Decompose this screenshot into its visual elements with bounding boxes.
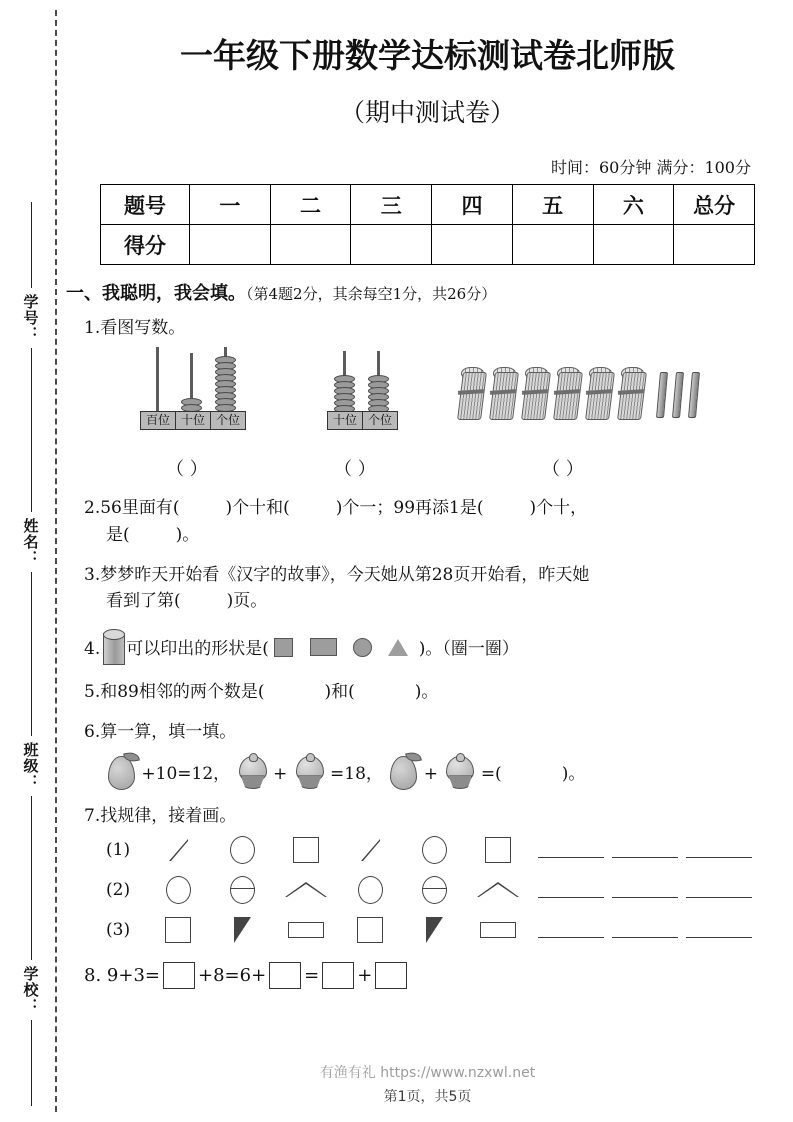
- answer-paren-1[interactable]: （ ）: [166, 459, 208, 481]
- score-table-col-5: 五: [512, 185, 593, 225]
- pattern-item-square: [466, 837, 530, 863]
- answer-box[interactable]: [163, 962, 195, 989]
- place-label-hundreds: 百位: [141, 412, 176, 429]
- circle-shape-option[interactable]: [353, 638, 372, 657]
- pattern-answer-blank[interactable]: [612, 841, 678, 858]
- peach-icon: [293, 753, 325, 789]
- place-label-ones: 个位: [215, 413, 240, 428]
- stick-bundle: [460, 367, 482, 419]
- question-7: [62, 803, 793, 829]
- margin-field-student-id: [14, 196, 48, 440]
- pattern-item-triangle-flat: [274, 882, 338, 897]
- question-6-eq2-op1: +: [272, 764, 288, 785]
- pattern-item-circle-with-line: [402, 876, 466, 904]
- question-8-number: 8.: [84, 965, 102, 987]
- question-8-part-1: 9+3=: [106, 965, 160, 987]
- write-line: [31, 1020, 32, 1106]
- score-cell-total[interactable]: [674, 225, 755, 265]
- peach-icon: [443, 753, 475, 789]
- pattern-answer-blank[interactable]: [686, 881, 752, 898]
- score-table-row-header-score: 得分: [101, 225, 190, 265]
- square-shape-option[interactable]: [274, 638, 293, 657]
- question-2-text-d: )个十，: [529, 498, 588, 519]
- question-6-equations: [62, 745, 793, 789]
- pattern-item-square: [338, 917, 402, 943]
- pattern-item-square: [274, 837, 338, 863]
- pattern-item-rectangle: [274, 922, 338, 938]
- question-6-eq3-op2: =(: [480, 764, 502, 785]
- question-4-text-a: 可以印出的形状是(: [126, 638, 269, 659]
- abacus-rod-hundreds: [156, 347, 159, 411]
- pattern-item-rectangle: [466, 922, 530, 938]
- score-cell-5[interactable]: [512, 225, 593, 265]
- pattern-item-triangle-flat: [466, 882, 530, 897]
- pattern-item-circle: [402, 836, 466, 864]
- question-2-number: 2.: [84, 498, 101, 519]
- place-label-tens: 十位: [328, 412, 363, 429]
- question-2-text-f: )。: [175, 524, 200, 545]
- question-5-text-a: 和89相邻的两个数是(: [100, 681, 265, 702]
- score-table: [100, 184, 755, 265]
- question-5-text-b: )和(: [324, 681, 355, 702]
- stick-bundle: [556, 367, 578, 419]
- question-2-text-a: 56里面有(: [100, 498, 180, 519]
- question-5: [62, 679, 793, 705]
- write-line: [31, 650, 32, 736]
- answer-box[interactable]: [375, 962, 407, 989]
- question-7-row-3: [62, 910, 793, 950]
- cylinder-icon: [103, 629, 123, 665]
- section-points: （第4题2分，其余每空1分，共26分）: [246, 285, 497, 303]
- abacus-place-labels: [327, 411, 398, 430]
- watermark-text: 有渔有礼 https://www.nzxwl.net: [319, 1065, 536, 1081]
- pattern-answer-blank[interactable]: [538, 881, 604, 898]
- section-title: 我聪明，我会填。: [102, 283, 246, 304]
- page-footer: [62, 1062, 793, 1106]
- pattern-item-triangle-slant: [210, 917, 274, 943]
- pear-icon: [388, 751, 418, 789]
- pattern-item-circle: [338, 876, 402, 904]
- question-1-answer-blanks: [62, 455, 793, 481]
- single-stick: [688, 372, 700, 418]
- pattern-answer-blank[interactable]: [612, 881, 678, 898]
- score-table-row-header: 题号: [101, 185, 190, 225]
- question-5-number: 5.: [84, 681, 101, 702]
- question-7-number: 7.: [84, 806, 101, 827]
- pattern-item-triangle-right: [338, 839, 402, 861]
- score-cell-6[interactable]: [593, 225, 674, 265]
- question-1-figures: [62, 347, 793, 455]
- section-number: 一、: [66, 283, 102, 304]
- question-6-eq2-op2: =18，: [330, 764, 383, 785]
- score-cell-3[interactable]: [351, 225, 432, 265]
- question-8-part-3: =: [304, 965, 320, 987]
- score-table-col-2: 二: [270, 185, 351, 225]
- margin-field-name: [14, 420, 48, 664]
- question-6-text: 算一算，填一填。: [100, 722, 237, 743]
- pattern-answer-blank[interactable]: [686, 921, 752, 938]
- pattern-answer-blank[interactable]: [686, 841, 752, 858]
- pear-icon: [106, 751, 136, 789]
- write-line: [31, 874, 32, 960]
- peach-icon: [236, 753, 268, 789]
- abacus-place-labels: [140, 411, 246, 430]
- question-3-text: 梦梦昨天开始看《汉字的故事》，今天她从第28页开始看，昨天她: [100, 565, 590, 586]
- triangle-shape-option[interactable]: [388, 639, 408, 656]
- place-label-ones: 个位: [367, 413, 392, 428]
- margin-label-school: 学校：: [21, 966, 40, 1014]
- question-3-line-2: [62, 588, 793, 614]
- margin-field-school: [14, 868, 48, 1112]
- place-label-tens: 十位: [176, 412, 211, 429]
- question-4: [62, 629, 793, 665]
- score-cell-2[interactable]: [270, 225, 351, 265]
- single-stick: [656, 372, 668, 418]
- single-stick: [672, 372, 684, 418]
- pattern-item-triangle-slant: [402, 917, 466, 943]
- question-3-text-c: )页。: [226, 591, 268, 612]
- table-row-scores: [101, 225, 755, 265]
- pattern-row-2-label: (2): [106, 879, 131, 900]
- answer-paren-3[interactable]: （ ）: [542, 459, 584, 481]
- question-7-row-1: [62, 830, 793, 870]
- question-6-number: 6.: [84, 722, 101, 743]
- pattern-row-1-label: (1): [106, 839, 131, 860]
- pattern-item-circle: [210, 836, 274, 864]
- question-3-number: 3.: [84, 565, 101, 586]
- question-7-text: 找规律，接着画。: [100, 806, 237, 827]
- score-table-col-1: 一: [190, 185, 271, 225]
- pattern-row-3-label: (3): [106, 919, 131, 940]
- question-2-line-2: [62, 522, 793, 548]
- question-8: [62, 956, 793, 996]
- question-4-text-b: )。（圈一圈）: [418, 638, 519, 659]
- exam-meta-info: 时间：60分钟 满分：100分: [551, 158, 751, 177]
- score-table-col-3: 三: [351, 185, 432, 225]
- page-subtitle: （期中测试卷）: [339, 98, 515, 127]
- question-6-eq1: +10=12，: [141, 764, 231, 785]
- answer-box[interactable]: [269, 962, 301, 989]
- question-6-eq3-end: )。: [561, 764, 586, 785]
- score-cell-4[interactable]: [432, 225, 513, 265]
- answer-box[interactable]: [322, 962, 354, 989]
- pattern-item-circle-with-line: [210, 876, 274, 904]
- question-3-text-b: 看到了第(: [106, 591, 181, 612]
- question-2: [62, 495, 793, 521]
- left-margin-binding: [0, 0, 62, 1122]
- score-table-col-total: 总分: [674, 185, 755, 225]
- stick-bundle: [492, 367, 514, 419]
- question-7-row-2: [62, 870, 793, 910]
- question-8-part-4: +: [357, 965, 373, 987]
- pattern-item-square: [146, 917, 210, 943]
- question-8-part-2: +8=6+: [198, 965, 267, 987]
- question-4-number: 4.: [84, 638, 101, 659]
- write-line: [31, 426, 32, 512]
- page-number: 第1页，共5页: [383, 1089, 472, 1105]
- exam-page: [62, 0, 793, 1122]
- pattern-item-triangle-right: [146, 839, 210, 861]
- stick-bundle: [524, 367, 546, 419]
- question-6-eq3-op1: +: [423, 764, 438, 785]
- table-row-question-numbers: [101, 185, 755, 225]
- question-2-text-b: )个十和(: [225, 498, 290, 519]
- margin-field-class: [14, 644, 48, 888]
- question-2-text-e: 是(: [106, 524, 130, 545]
- question-1: [62, 315, 793, 341]
- stick-bundle: [620, 367, 642, 419]
- score-table-col-6: 六: [593, 185, 674, 225]
- margin-label-name: 姓名：: [21, 518, 40, 566]
- pattern-answer-blank[interactable]: [538, 921, 604, 938]
- question-1-text: 看图写数。: [100, 318, 186, 338]
- pattern-item-circle: [146, 876, 210, 904]
- score-cell-1[interactable]: [190, 225, 271, 265]
- dashed-fold-line: [55, 10, 57, 1112]
- question-6: [62, 719, 793, 745]
- question-2-text-c: )个一；99再添1是(: [335, 498, 484, 519]
- margin-label-student-id: 学号：: [21, 294, 40, 342]
- margin-label-class: 班级：: [21, 742, 40, 790]
- pattern-answer-blank[interactable]: [612, 921, 678, 938]
- question-3: [62, 562, 793, 588]
- question-5-text-c: )。: [414, 681, 439, 702]
- page-title: 一年级下册数学达标测试卷北师版: [180, 36, 675, 75]
- section-heading-one: [62, 279, 793, 305]
- write-line: [31, 202, 32, 288]
- answer-paren-2[interactable]: （ ）: [334, 459, 376, 481]
- score-table-col-4: 四: [432, 185, 513, 225]
- rectangle-shape-option[interactable]: [310, 638, 337, 656]
- pattern-answer-blank[interactable]: [538, 841, 604, 858]
- question-1-number: 1.: [84, 318, 101, 338]
- stick-bundle: [588, 367, 610, 419]
